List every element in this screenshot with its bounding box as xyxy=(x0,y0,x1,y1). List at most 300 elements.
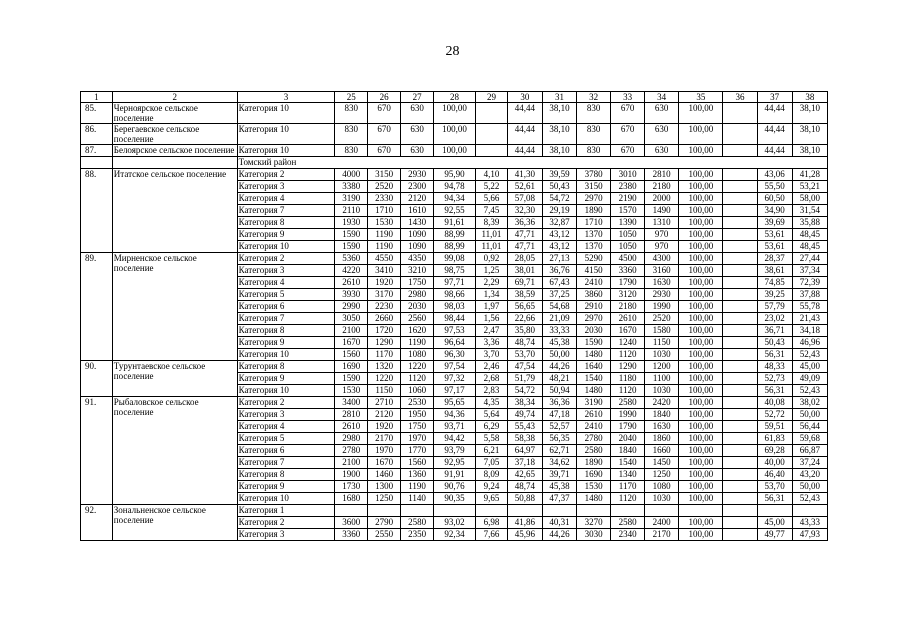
value-cell: 31,54 xyxy=(792,205,827,217)
category-cell: Категория 7 xyxy=(237,313,335,325)
value-cell: 630 xyxy=(401,103,434,124)
value-cell: 1080 xyxy=(645,481,679,493)
value-cell: 6,98 xyxy=(476,517,508,529)
value-cell: 2520 xyxy=(368,181,401,193)
category-cell: Категория 4 xyxy=(237,193,335,205)
value-cell: 94,42 xyxy=(434,433,476,445)
value-cell: 1120 xyxy=(611,493,645,505)
value-cell: 1950 xyxy=(401,409,434,421)
value-cell xyxy=(723,385,757,397)
value-cell: 34,18 xyxy=(792,325,827,337)
column-header: 28 xyxy=(434,92,476,103)
value-cell: 100,00 xyxy=(679,445,723,457)
value-cell: 45,96 xyxy=(507,529,542,541)
value-cell: 28,37 xyxy=(757,253,792,265)
value-cell xyxy=(723,229,757,241)
value-cell: 100,00 xyxy=(679,193,723,205)
value-cell: 7,66 xyxy=(476,529,508,541)
value-cell: 100,00 xyxy=(679,409,723,421)
category-cell: Категория 5 xyxy=(237,289,335,301)
value-cell: 3010 xyxy=(611,169,645,181)
value-cell: 1030 xyxy=(645,385,679,397)
value-cell: 43,12 xyxy=(543,241,577,253)
value-cell: 670 xyxy=(368,124,401,145)
value-cell: 92,34 xyxy=(434,529,476,541)
category-cell: Категория 2 xyxy=(237,169,335,181)
value-cell: 1370 xyxy=(577,229,611,241)
value-cell: 40,31 xyxy=(543,517,577,529)
value-cell: 38,34 xyxy=(507,397,542,409)
value-cell: 630 xyxy=(645,124,679,145)
value-cell: 98,75 xyxy=(434,265,476,277)
value-cell xyxy=(723,433,757,445)
value-cell: 1930 xyxy=(335,217,368,229)
value-cell: 2980 xyxy=(401,289,434,301)
value-cell: 100,00 xyxy=(434,145,476,157)
value-cell: 1540 xyxy=(577,373,611,385)
settlement-number: 89. xyxy=(81,253,113,361)
settlement-name: Турунтаевское сельское поселение xyxy=(112,361,237,397)
value-cell xyxy=(476,124,508,145)
value-cell: 2040 xyxy=(611,433,645,445)
value-cell: 2990 xyxy=(335,301,368,313)
value-cell: 100,00 xyxy=(679,493,723,505)
value-cell: 21,43 xyxy=(792,313,827,325)
value-cell: 55,50 xyxy=(757,181,792,193)
category-cell: Категория 10 xyxy=(237,145,335,157)
value-cell: 830 xyxy=(335,103,368,124)
value-cell: 67,43 xyxy=(543,277,577,289)
page-number: 28 xyxy=(445,44,460,59)
value-cell: 97,54 xyxy=(434,361,476,373)
category-cell: Категория 5 xyxy=(237,433,335,445)
value-cell: 36,36 xyxy=(543,397,577,409)
category-cell: Категория 4 xyxy=(237,421,335,433)
category-cell: Категория 10 xyxy=(237,493,335,505)
value-cell: 4300 xyxy=(645,253,679,265)
value-cell: 1990 xyxy=(645,301,679,313)
value-cell: 100,00 xyxy=(679,349,723,361)
value-cell xyxy=(723,103,757,124)
value-cell: 56,65 xyxy=(507,301,542,313)
value-cell: 2,47 xyxy=(476,325,508,337)
empty-cell xyxy=(81,157,113,169)
column-header: 38 xyxy=(792,92,827,103)
value-cell: 93,71 xyxy=(434,421,476,433)
value-cell: 2930 xyxy=(645,289,679,301)
value-cell: 54,72 xyxy=(507,385,542,397)
column-header: 32 xyxy=(577,92,611,103)
tariff-table-container xyxy=(80,91,828,541)
value-cell: 6,29 xyxy=(476,421,508,433)
value-cell: 46,40 xyxy=(757,469,792,481)
value-cell: 100,00 xyxy=(679,517,723,529)
value-cell: 53,61 xyxy=(757,229,792,241)
value-cell: 39,69 xyxy=(757,217,792,229)
value-cell: 1720 xyxy=(368,325,401,337)
value-cell: 2330 xyxy=(368,193,401,205)
value-cell: 37,88 xyxy=(792,289,827,301)
table-row xyxy=(81,169,828,181)
value-cell xyxy=(645,505,679,517)
value-cell: 2610 xyxy=(335,421,368,433)
column-header: 2 xyxy=(112,92,237,103)
value-cell: 50,94 xyxy=(543,385,577,397)
value-cell: 9,65 xyxy=(476,493,508,505)
value-cell: 2710 xyxy=(368,397,401,409)
value-cell: 100,00 xyxy=(434,103,476,124)
value-cell: 1790 xyxy=(611,421,645,433)
category-cell: Категория 8 xyxy=(237,469,335,481)
value-cell: 53,70 xyxy=(507,349,542,361)
value-cell: 670 xyxy=(368,145,401,157)
value-cell: 1310 xyxy=(645,217,679,229)
value-cell xyxy=(723,181,757,193)
value-cell: 4350 xyxy=(401,253,434,265)
value-cell: 28,05 xyxy=(507,253,542,265)
settlement-number: 90. xyxy=(81,361,113,397)
value-cell: 1660 xyxy=(645,445,679,457)
value-cell: 1460 xyxy=(368,469,401,481)
value-cell xyxy=(723,241,757,253)
value-cell: 35,88 xyxy=(792,217,827,229)
value-cell: 1840 xyxy=(645,409,679,421)
category-cell: Категория 2 xyxy=(237,517,335,529)
category-cell: Категория 10 xyxy=(237,385,335,397)
value-cell: 44,44 xyxy=(757,103,792,124)
category-cell: Категория 7 xyxy=(237,205,335,217)
value-cell: 3150 xyxy=(368,169,401,181)
value-cell: 48,45 xyxy=(792,229,827,241)
value-cell: 4000 xyxy=(335,169,368,181)
value-cell: 1750 xyxy=(401,277,434,289)
value-cell: 5,66 xyxy=(476,193,508,205)
value-cell: 1480 xyxy=(577,349,611,361)
district-row xyxy=(81,157,828,169)
value-cell: 49,77 xyxy=(757,529,792,541)
value-cell: 100,00 xyxy=(679,103,723,124)
value-cell xyxy=(507,505,542,517)
value-cell: 43,33 xyxy=(792,517,827,529)
value-cell: 1890 xyxy=(577,205,611,217)
value-cell: 2400 xyxy=(645,517,679,529)
value-cell: 98,66 xyxy=(434,289,476,301)
value-cell: 2100 xyxy=(335,457,368,469)
column-header: 31 xyxy=(543,92,577,103)
value-cell: 4,35 xyxy=(476,397,508,409)
value-cell xyxy=(434,505,476,517)
value-cell: 830 xyxy=(335,145,368,157)
value-cell: 0,92 xyxy=(476,253,508,265)
value-cell: 3050 xyxy=(335,313,368,325)
empty-cell xyxy=(112,157,237,169)
value-cell: 42,65 xyxy=(507,469,542,481)
value-cell: 630 xyxy=(645,145,679,157)
value-cell: 72,39 xyxy=(792,277,827,289)
value-cell: 90,76 xyxy=(434,481,476,493)
value-cell: 56,31 xyxy=(757,385,792,397)
value-cell: 1920 xyxy=(368,421,401,433)
value-cell: 1030 xyxy=(645,349,679,361)
value-cell: 100,00 xyxy=(679,325,723,337)
value-cell: 1670 xyxy=(611,325,645,337)
value-cell: 1530 xyxy=(368,217,401,229)
value-cell: 5,58 xyxy=(476,433,508,445)
value-cell: 1890 xyxy=(577,457,611,469)
value-cell: 8,39 xyxy=(476,217,508,229)
value-cell: 53,70 xyxy=(757,481,792,493)
value-cell: 96,64 xyxy=(434,337,476,349)
settlement-name: Рыбаловское сельское поселение xyxy=(112,397,237,505)
value-cell: 1190 xyxy=(401,481,434,493)
value-cell: 90,35 xyxy=(434,493,476,505)
value-cell: 100,00 xyxy=(679,433,723,445)
value-cell: 2380 xyxy=(611,181,645,193)
value-cell: 95,90 xyxy=(434,169,476,181)
value-cell: 35,80 xyxy=(507,325,542,337)
value-cell xyxy=(476,145,508,157)
value-cell: 670 xyxy=(611,145,645,157)
value-cell xyxy=(476,103,508,124)
value-cell: 50,88 xyxy=(507,493,542,505)
value-cell xyxy=(723,481,757,493)
value-cell: 38,59 xyxy=(507,289,542,301)
value-cell: 1840 xyxy=(611,445,645,457)
value-cell: 1530 xyxy=(335,385,368,397)
value-cell: 4150 xyxy=(577,265,611,277)
value-cell: 1120 xyxy=(611,349,645,361)
value-cell: 100,00 xyxy=(679,277,723,289)
value-cell: 32,30 xyxy=(507,205,542,217)
value-cell: 1560 xyxy=(401,457,434,469)
value-cell: 38,10 xyxy=(543,103,577,124)
value-cell: 5290 xyxy=(577,253,611,265)
value-cell: 100,00 xyxy=(679,373,723,385)
value-cell: 1580 xyxy=(645,325,679,337)
settlement-number: 92. xyxy=(81,505,113,541)
value-cell: 2970 xyxy=(577,313,611,325)
value-cell: 2910 xyxy=(577,301,611,313)
value-cell: 1090 xyxy=(401,229,434,241)
value-cell: 5,22 xyxy=(476,181,508,193)
value-cell xyxy=(723,445,757,457)
value-cell: 37,24 xyxy=(792,457,827,469)
value-cell xyxy=(401,505,434,517)
value-cell: 37,18 xyxy=(507,457,542,469)
settlement-name: Белоярское сельское поселение xyxy=(112,145,237,157)
value-cell: 54,72 xyxy=(543,193,577,205)
settlement-number: 86. xyxy=(81,124,113,145)
value-cell: 41,30 xyxy=(507,169,542,181)
value-cell: 2550 xyxy=(368,529,401,541)
value-cell: 1690 xyxy=(335,361,368,373)
value-cell: 44,44 xyxy=(757,145,792,157)
value-cell: 2610 xyxy=(335,277,368,289)
value-cell: 1190 xyxy=(368,229,401,241)
value-cell: 44,26 xyxy=(543,529,577,541)
value-cell: 2520 xyxy=(645,313,679,325)
value-cell: 2930 xyxy=(401,169,434,181)
value-cell xyxy=(723,313,757,325)
table-row xyxy=(81,505,828,517)
category-cell: Категория 7 xyxy=(237,457,335,469)
value-cell: 100,00 xyxy=(679,481,723,493)
value-cell: 100,00 xyxy=(679,469,723,481)
value-cell: 98,03 xyxy=(434,301,476,313)
value-cell: 43,12 xyxy=(543,229,577,241)
value-cell: 1990 xyxy=(611,409,645,421)
category-cell: Категория 9 xyxy=(237,229,335,241)
value-cell: 39,59 xyxy=(543,169,577,181)
value-cell xyxy=(723,361,757,373)
value-cell: 2170 xyxy=(645,529,679,541)
value-cell: 27,44 xyxy=(792,253,827,265)
value-cell: 7,05 xyxy=(476,457,508,469)
value-cell: 1170 xyxy=(368,349,401,361)
value-cell: 55,43 xyxy=(507,421,542,433)
value-cell: 48,21 xyxy=(543,373,577,385)
value-cell: 2300 xyxy=(401,181,434,193)
value-cell: 57,08 xyxy=(507,193,542,205)
value-cell xyxy=(723,253,757,265)
column-header: 30 xyxy=(507,92,542,103)
value-cell: 2110 xyxy=(335,205,368,217)
value-cell: 1750 xyxy=(401,421,434,433)
value-cell: 37,25 xyxy=(543,289,577,301)
value-cell: 3030 xyxy=(577,529,611,541)
value-cell xyxy=(723,517,757,529)
value-cell xyxy=(723,457,757,469)
value-cell: 1050 xyxy=(611,229,645,241)
value-cell: 2780 xyxy=(577,433,611,445)
value-cell: 2980 xyxy=(335,433,368,445)
value-cell: 1860 xyxy=(645,433,679,445)
settlement-name: Зональненское сельское поселение xyxy=(112,505,237,541)
value-cell: 5,64 xyxy=(476,409,508,421)
category-cell: Категория 6 xyxy=(237,301,335,313)
value-cell: 61,83 xyxy=(757,433,792,445)
value-cell: 1590 xyxy=(335,229,368,241)
value-cell: 34,90 xyxy=(757,205,792,217)
value-cell: 52,72 xyxy=(757,409,792,421)
category-cell: Категория 9 xyxy=(237,481,335,493)
value-cell: 36,71 xyxy=(757,325,792,337)
value-cell: 47,93 xyxy=(792,529,827,541)
value-cell: 92,95 xyxy=(434,457,476,469)
value-cell: 2,83 xyxy=(476,385,508,397)
value-cell: 1670 xyxy=(368,457,401,469)
value-cell: 3270 xyxy=(577,517,611,529)
value-cell: 2,29 xyxy=(476,277,508,289)
value-cell: 88,99 xyxy=(434,241,476,253)
value-cell: 44,26 xyxy=(543,361,577,373)
value-cell: 830 xyxy=(577,145,611,157)
value-cell: 52,73 xyxy=(757,373,792,385)
value-cell: 43,06 xyxy=(757,169,792,181)
value-cell: 45,00 xyxy=(757,517,792,529)
value-cell: 4220 xyxy=(335,265,368,277)
value-cell: 4550 xyxy=(368,253,401,265)
value-cell: 1560 xyxy=(335,349,368,361)
value-cell: 29,19 xyxy=(543,205,577,217)
value-cell: 5360 xyxy=(335,253,368,265)
value-cell: 1050 xyxy=(611,241,645,253)
value-cell: 48,74 xyxy=(507,337,542,349)
value-cell: 3380 xyxy=(335,181,368,193)
value-cell: 2180 xyxy=(645,181,679,193)
value-cell: 630 xyxy=(401,124,434,145)
value-cell xyxy=(723,505,757,517)
value-cell: 54,68 xyxy=(543,301,577,313)
value-cell: 50,00 xyxy=(792,481,827,493)
settlement-name: Берегаевское сельское поселение xyxy=(112,124,237,145)
value-cell: 50,00 xyxy=(543,349,577,361)
value-cell: 44,44 xyxy=(507,124,542,145)
value-cell: 52,57 xyxy=(543,421,577,433)
district-name: Томский район xyxy=(237,157,827,169)
column-header: 25 xyxy=(335,92,368,103)
value-cell: 1360 xyxy=(401,469,434,481)
value-cell: 3170 xyxy=(368,289,401,301)
value-cell: 970 xyxy=(645,241,679,253)
value-cell: 38,10 xyxy=(543,145,577,157)
value-cell: 3600 xyxy=(335,517,368,529)
value-cell: 1300 xyxy=(368,481,401,493)
value-cell xyxy=(723,145,757,157)
column-header: 36 xyxy=(723,92,757,103)
value-cell: 44,44 xyxy=(507,145,542,157)
value-cell xyxy=(723,265,757,277)
value-cell: 2120 xyxy=(368,409,401,421)
value-cell: 1730 xyxy=(335,481,368,493)
value-cell: 100,00 xyxy=(679,229,723,241)
value-cell: 27,13 xyxy=(543,253,577,265)
value-cell xyxy=(723,421,757,433)
value-cell: 3780 xyxy=(577,169,611,181)
value-cell: 1,25 xyxy=(476,265,508,277)
value-cell: 2,68 xyxy=(476,373,508,385)
value-cell: 97,71 xyxy=(434,277,476,289)
value-cell: 53,61 xyxy=(757,241,792,253)
value-cell: 94,34 xyxy=(434,193,476,205)
value-cell: 1670 xyxy=(335,337,368,349)
value-cell xyxy=(476,505,508,517)
value-cell xyxy=(723,469,757,481)
settlement-number: 91. xyxy=(81,397,113,505)
value-cell xyxy=(611,505,645,517)
value-cell: 2100 xyxy=(335,325,368,337)
value-cell: 4500 xyxy=(611,253,645,265)
value-cell: 1340 xyxy=(611,469,645,481)
category-cell: Категория 4 xyxy=(237,277,335,289)
value-cell: 8,09 xyxy=(476,469,508,481)
value-cell: 1250 xyxy=(645,469,679,481)
value-cell: 99,08 xyxy=(434,253,476,265)
value-cell: 630 xyxy=(401,145,434,157)
value-cell: 69,71 xyxy=(507,277,542,289)
value-cell xyxy=(723,289,757,301)
value-cell xyxy=(723,373,757,385)
value-cell: 53,21 xyxy=(792,181,827,193)
value-cell: 2190 xyxy=(611,193,645,205)
value-cell: 1540 xyxy=(611,457,645,469)
value-cell: 47,71 xyxy=(507,241,542,253)
value-cell xyxy=(368,505,401,517)
value-cell: 1770 xyxy=(401,445,434,457)
value-cell: 2580 xyxy=(401,517,434,529)
value-cell: 100,00 xyxy=(679,337,723,349)
value-cell: 1630 xyxy=(645,421,679,433)
